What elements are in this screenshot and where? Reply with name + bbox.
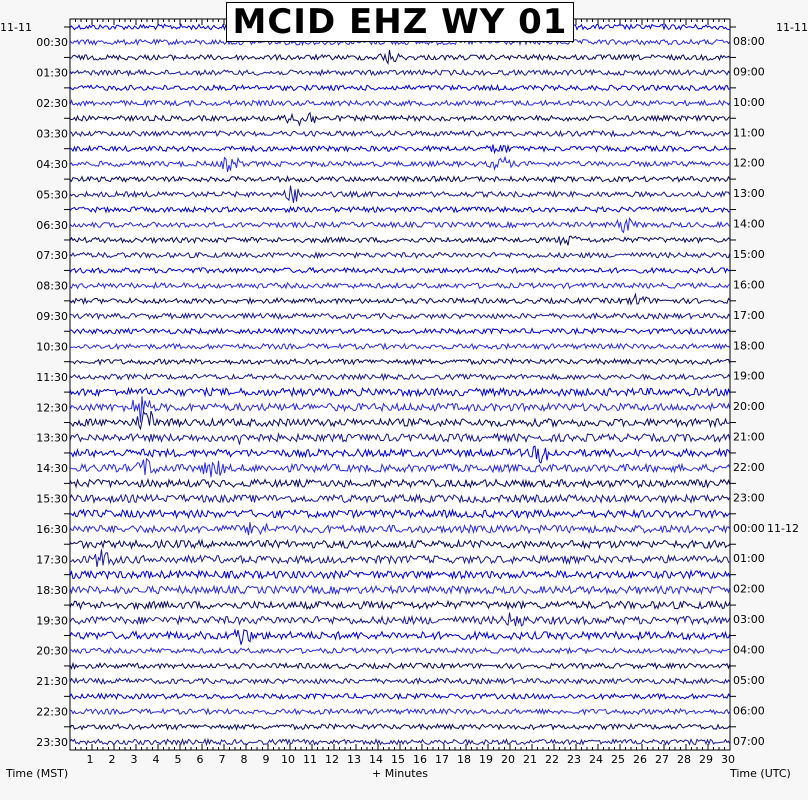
x-tick-label: 23 [567,753,581,766]
left-time-label: 11:30 [36,370,68,384]
left-time-label: 04:30 [36,157,68,171]
left-time-label: 09:30 [36,310,68,324]
chart-title: MCID EHZ WY 01 [232,2,568,42]
x-tick-label: 10 [281,753,295,766]
x-tick-label: 8 [240,753,248,766]
right-time-label: 01:00 [733,552,765,566]
left-time-label: 06:30 [36,218,68,232]
right-time-label: 17:00 [733,308,765,322]
left-time-label: 12:30 [36,401,68,415]
x-tick-label: 6 [196,753,204,766]
left-time-label: 21:30 [36,675,68,689]
right-time-label: 16:00 [733,278,765,292]
x-tick-label: 22 [545,753,559,766]
right-time-label: 07:00 [733,734,765,748]
right-time-label: 21:00 [733,430,765,444]
x-tick-label: 28 [677,753,691,766]
left-time-label: 10:30 [36,340,68,354]
x-tick-label: 17 [435,753,449,766]
left-time-label: 14:30 [36,462,68,476]
x-tick-label: 26 [633,753,647,766]
left-time-label: 03:30 [36,127,68,141]
chart-title-box [226,2,574,42]
left-time-label: 00:30 [36,36,68,50]
x-tick-label: 25 [611,753,625,766]
x-tick-label: 2 [108,753,116,766]
x-tick-label: 9 [262,753,270,766]
x-axis-left-label: Time (MST) [6,767,69,780]
right-time-label: 18:00 [733,339,765,353]
x-tick-label: 11 [303,753,317,766]
x-tick-label: 12 [325,753,339,766]
left-time-label: 13:30 [36,431,68,445]
right-time-label: 11:00 [733,126,765,140]
plot-background [70,19,730,750]
left-time-label: 23:30 [36,736,68,749]
left-time-label: 05:30 [36,188,68,202]
left-time-labels [36,36,68,749]
right-time-label: 23:00 [733,491,765,505]
x-tick-label: 16 [413,753,427,766]
x-tick-label: 20 [501,753,515,766]
right-time-label: 05:00 [733,673,765,687]
x-tick-label: 14 [369,753,383,766]
left-time-label: 07:30 [36,249,68,263]
x-tick-label: 15 [391,753,405,766]
right-time-label: 14:00 [733,217,765,231]
right-time-label: 12:00 [733,156,765,170]
x-axis-center-label: + Minutes [372,767,429,780]
left-time-label: 08:30 [36,279,68,293]
right-time-label: 03:00 [733,613,765,627]
right-time-label: 19:00 [733,369,765,383]
right-time-label: 10:00 [733,95,765,109]
x-tick-label: 19 [479,753,493,766]
x-tick-label: 30 [721,753,735,766]
x-tick-label: 27 [655,753,669,766]
x-tick-label: 5 [174,753,182,766]
x-tick-label: 18 [457,753,471,766]
x-tick-label: 29 [699,753,713,766]
x-tick-label: 24 [589,753,603,766]
x-tick-labels [87,753,736,766]
right-time-label: 22:00 [733,460,765,474]
date-change-label: 11-12 [767,521,799,535]
x-axis-right-label: Time (UTC) [730,767,791,780]
left-time-label: 15:30 [36,492,68,506]
left-time-label: 17:30 [36,553,68,567]
right-date-label: 11-11 [776,21,808,34]
right-time-label: 02:00 [733,582,765,596]
x-tick-label: 3 [130,753,138,766]
right-time-label: 06:00 [733,704,765,718]
left-time-label: 19:30 [36,614,68,628]
left-time-label: 01:30 [36,66,68,80]
right-time-label: 04:00 [733,643,765,657]
right-time-label: 13:00 [733,187,765,201]
right-time-label: 08:00 [733,35,765,48]
right-time-label: 09:00 [733,65,765,79]
left-time-label: 16:30 [36,523,68,537]
right-time-label: 20:00 [733,400,765,414]
left-time-label: 22:30 [36,705,68,719]
x-tick-label: 4 [152,753,160,766]
right-time-label: 00:00 [733,521,765,535]
left-date-label: 11-11 [0,21,32,34]
right-time-labels [733,35,799,748]
left-time-label: 20:30 [36,644,68,658]
x-tick-label: 1 [86,753,94,766]
x-tick-label: 21 [523,753,537,766]
right-time-label: 15:00 [733,247,765,261]
left-time-label: 02:30 [36,97,68,111]
left-time-label: 18:30 [36,583,68,597]
x-tick-label: 7 [218,753,226,766]
x-tick-label: 13 [347,753,361,766]
